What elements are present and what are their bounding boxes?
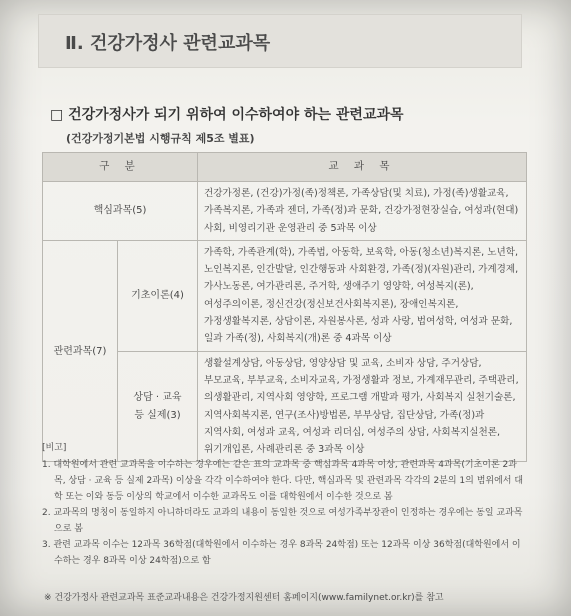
remark-item: 1. 대학원에서 관련 교과목을 이수하는 경우에는 같은 표의 교과목 중 핵심과목 4과목 이상, 관련과목 4과목(기초이론 2과목, 상담 · 교육 등 실제 2과목) 이상을 각각 이수하여야 한다. 다만, 핵심과목 및 관련과목 각각의 2분의 1의 범위에서 대학 또는 이와 동등 이상의 학교에서 이수한 교과목도 이를 대학원에서 이수한 것으로 봄 bbox=[42, 460, 524, 502]
practice-label-line2: 등 실제(3) bbox=[134, 409, 181, 421]
core-category-label: 핵심과목(5) bbox=[43, 182, 198, 241]
remark-item: 2. 교과목의 명칭이 동일하지 아니하더라도 교과의 내용이 동일한 것으로 여성가족부장관이 인정하는 경우에는 동일 교과목으로 봄 bbox=[42, 508, 523, 534]
remarks-label: [비고] bbox=[42, 443, 67, 453]
section-title: □ 건강가정사가 되기 위하여 이수하여야 하는 관련교과목 bbox=[50, 107, 404, 123]
core-courses: 건강가정론, (건강)가정(족)정책론, 가족상담(및 치료), 가정(족)생활교육, 가족복지론, 가족과 젠더, 가족(정)과 문화, 건강가정현장실습, 여성과(현대)사회, 비영리기관 운영관리 중 5과목 이상 bbox=[198, 182, 527, 241]
table-row bbox=[43, 182, 527, 241]
basic-theory-label: 기초이론(4) bbox=[118, 240, 198, 351]
remark-item: 3. 관련 교과목 이수는 12과목 36학점(대학원에서 이수하는 경우 8과목 24학점) 또는 12과목 이상 36학점(대학원에서 이수하는 경우 8과목 이상 24학점)으로 함 bbox=[42, 540, 521, 566]
table-header-row bbox=[43, 153, 527, 182]
footer-note: ※ 건강가정사 관련교과목 표준교과내용은 건강가정지원센터 홈페이지(www.familynet.or.kr)를 참고 bbox=[44, 593, 444, 603]
practice-label-line1: 상담 · 교육 bbox=[133, 392, 182, 404]
basic-theory-courses: 가족학, 가족관계(학), 가족법, 아동학, 보육학, 아동(청소년)복지론, 노년학, 노인복지론, 인간발달, 인간행동과 사회환경, 가족(정)(자원)관리, 가계경제, 가사노동론, 여가관리론, 주거학, 생애주기 영양학, 여성복지(론), 여성주의이론, 정신건강(정신보건사회복지론), 장애인복지론, 가정생활복지론, 상담이론, 자원봉사론, 성과 사랑, 법여성학, 여성과 문화, 일과 가족(정), 사회복지(개)론 중 4과목 이상 bbox=[198, 240, 527, 351]
related-category-label: 관련과목(7) bbox=[43, 240, 118, 462]
col-header-courses: 교 과 목 bbox=[198, 153, 527, 182]
remarks bbox=[42, 440, 527, 569]
chapter-title: Ⅱ. 건강가정사 관련교과목 bbox=[65, 33, 271, 54]
course-table bbox=[42, 152, 527, 462]
table-row bbox=[43, 240, 527, 351]
practice-courses: 생활설계상담, 아동상담, 영양상담 및 교육, 소비자 상담, 주거상담, 부모교육, 부부교육, 소비자교육, 가정생활과 정보, 가계재무관리, 주택관리, 의생활관리, 지역사회 영양학, 프로그램 개발과 평가, 사회복지 실천기술론, 지역사회복지론, 연구(조사)방법론, 부부상담, 집단상담, 가족(정)과 지역사회, 여성과 교육, 여성과 리더십, 여성주의 상담, 사회복지실천론, 위기개입론, 사례관리론 중 3과목 이상 bbox=[198, 351, 527, 462]
col-header-category: 구 분 bbox=[43, 153, 198, 182]
chapter-header bbox=[38, 14, 522, 68]
section-subtitle: (건강가정기본법 시행규칙 제5조 별표) bbox=[66, 132, 255, 145]
